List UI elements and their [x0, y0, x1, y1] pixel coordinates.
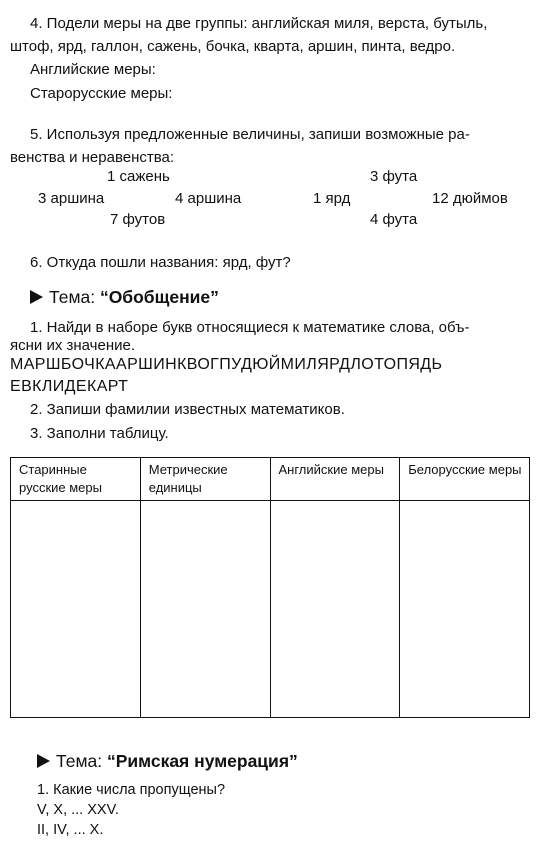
header-old-russian: Старинные русские меры — [19, 462, 102, 495]
topic1-task1-line1: 1. Найди в наборе букв относящиеся к математике слова, объ- — [30, 319, 470, 336]
value-item: 1 сажень — [107, 168, 170, 185]
table-header-row — [11, 458, 530, 501]
measures-table — [10, 457, 530, 718]
table-header-cell — [270, 458, 400, 501]
value-item: 12 дюймов — [432, 190, 508, 207]
task4-line2: штоф, ярд, галлон, сажень, бочка, кварта, аршин, пинта, ведро. — [10, 38, 456, 55]
table-header-cell — [400, 458, 530, 501]
value-item: 1 ярд — [313, 190, 351, 207]
topic-prefix: Тема: — [49, 287, 100, 307]
header-metric: Метрические единицы — [148, 462, 228, 495]
triangle-bullet-icon — [37, 754, 50, 768]
topic-prefix: Тема: — [56, 751, 107, 771]
value-item: 4 фута — [370, 211, 418, 228]
english-measures-label: Английские меры: — [30, 61, 156, 78]
table-row — [11, 501, 530, 718]
table-cell — [11, 501, 141, 718]
topic-heading-roman-numerals — [37, 750, 298, 772]
value-item: 7 футов — [110, 211, 166, 228]
table-cell — [140, 501, 270, 718]
triangle-bullet-icon — [30, 290, 43, 304]
sequence-2: II, IV, ... X. — [37, 822, 104, 838]
task5-line2: венства и неравенства: — [10, 149, 175, 166]
table-cell — [400, 501, 530, 718]
old-russian-measures-label: Старорусские меры: — [30, 85, 173, 102]
table-header-cell — [140, 458, 270, 501]
sequence-1: V, X, ... XXV. — [37, 802, 119, 818]
topic1-task3: 3. Заполни таблицу. — [30, 425, 169, 442]
task-6: 6. Откуда пошли названия: ярд, фут? — [30, 254, 291, 271]
letters-line1: МАРШБОЧКААРШИНКВОГПУДЮЙМИЛЯРДЛОТОПЯДЬ — [10, 356, 443, 373]
topic2-task1: 1. Какие числа пропущены? — [37, 782, 226, 798]
table-header-cell — [11, 458, 141, 501]
value-item: 4 аршина — [175, 190, 242, 207]
task5-line1: 5. Используя предложенные величины, запиши возможные ра- — [30, 126, 470, 143]
task4-line1: 4. Подели меры на две группы: английская миля, верста, бутыль, — [30, 15, 488, 32]
letters-line2: ЕВКЛИДЕКАРТ — [10, 378, 129, 395]
topic-title: “Обобщение” — [99, 287, 219, 307]
topic1-task2: 2. Запиши фамилии известных математиков. — [30, 401, 345, 418]
header-belarusian: Белорусские меры — [408, 462, 522, 477]
header-english: Английские меры — [278, 462, 384, 477]
table-cell — [270, 501, 400, 718]
topic-title: “Римская нумерация” — [106, 751, 298, 771]
value-item: 3 фута — [370, 168, 418, 185]
topic1-task1-line2: ясни их значение. — [10, 337, 136, 354]
value-item: 3 аршина — [38, 190, 105, 207]
topic-heading-generalization — [30, 286, 219, 308]
